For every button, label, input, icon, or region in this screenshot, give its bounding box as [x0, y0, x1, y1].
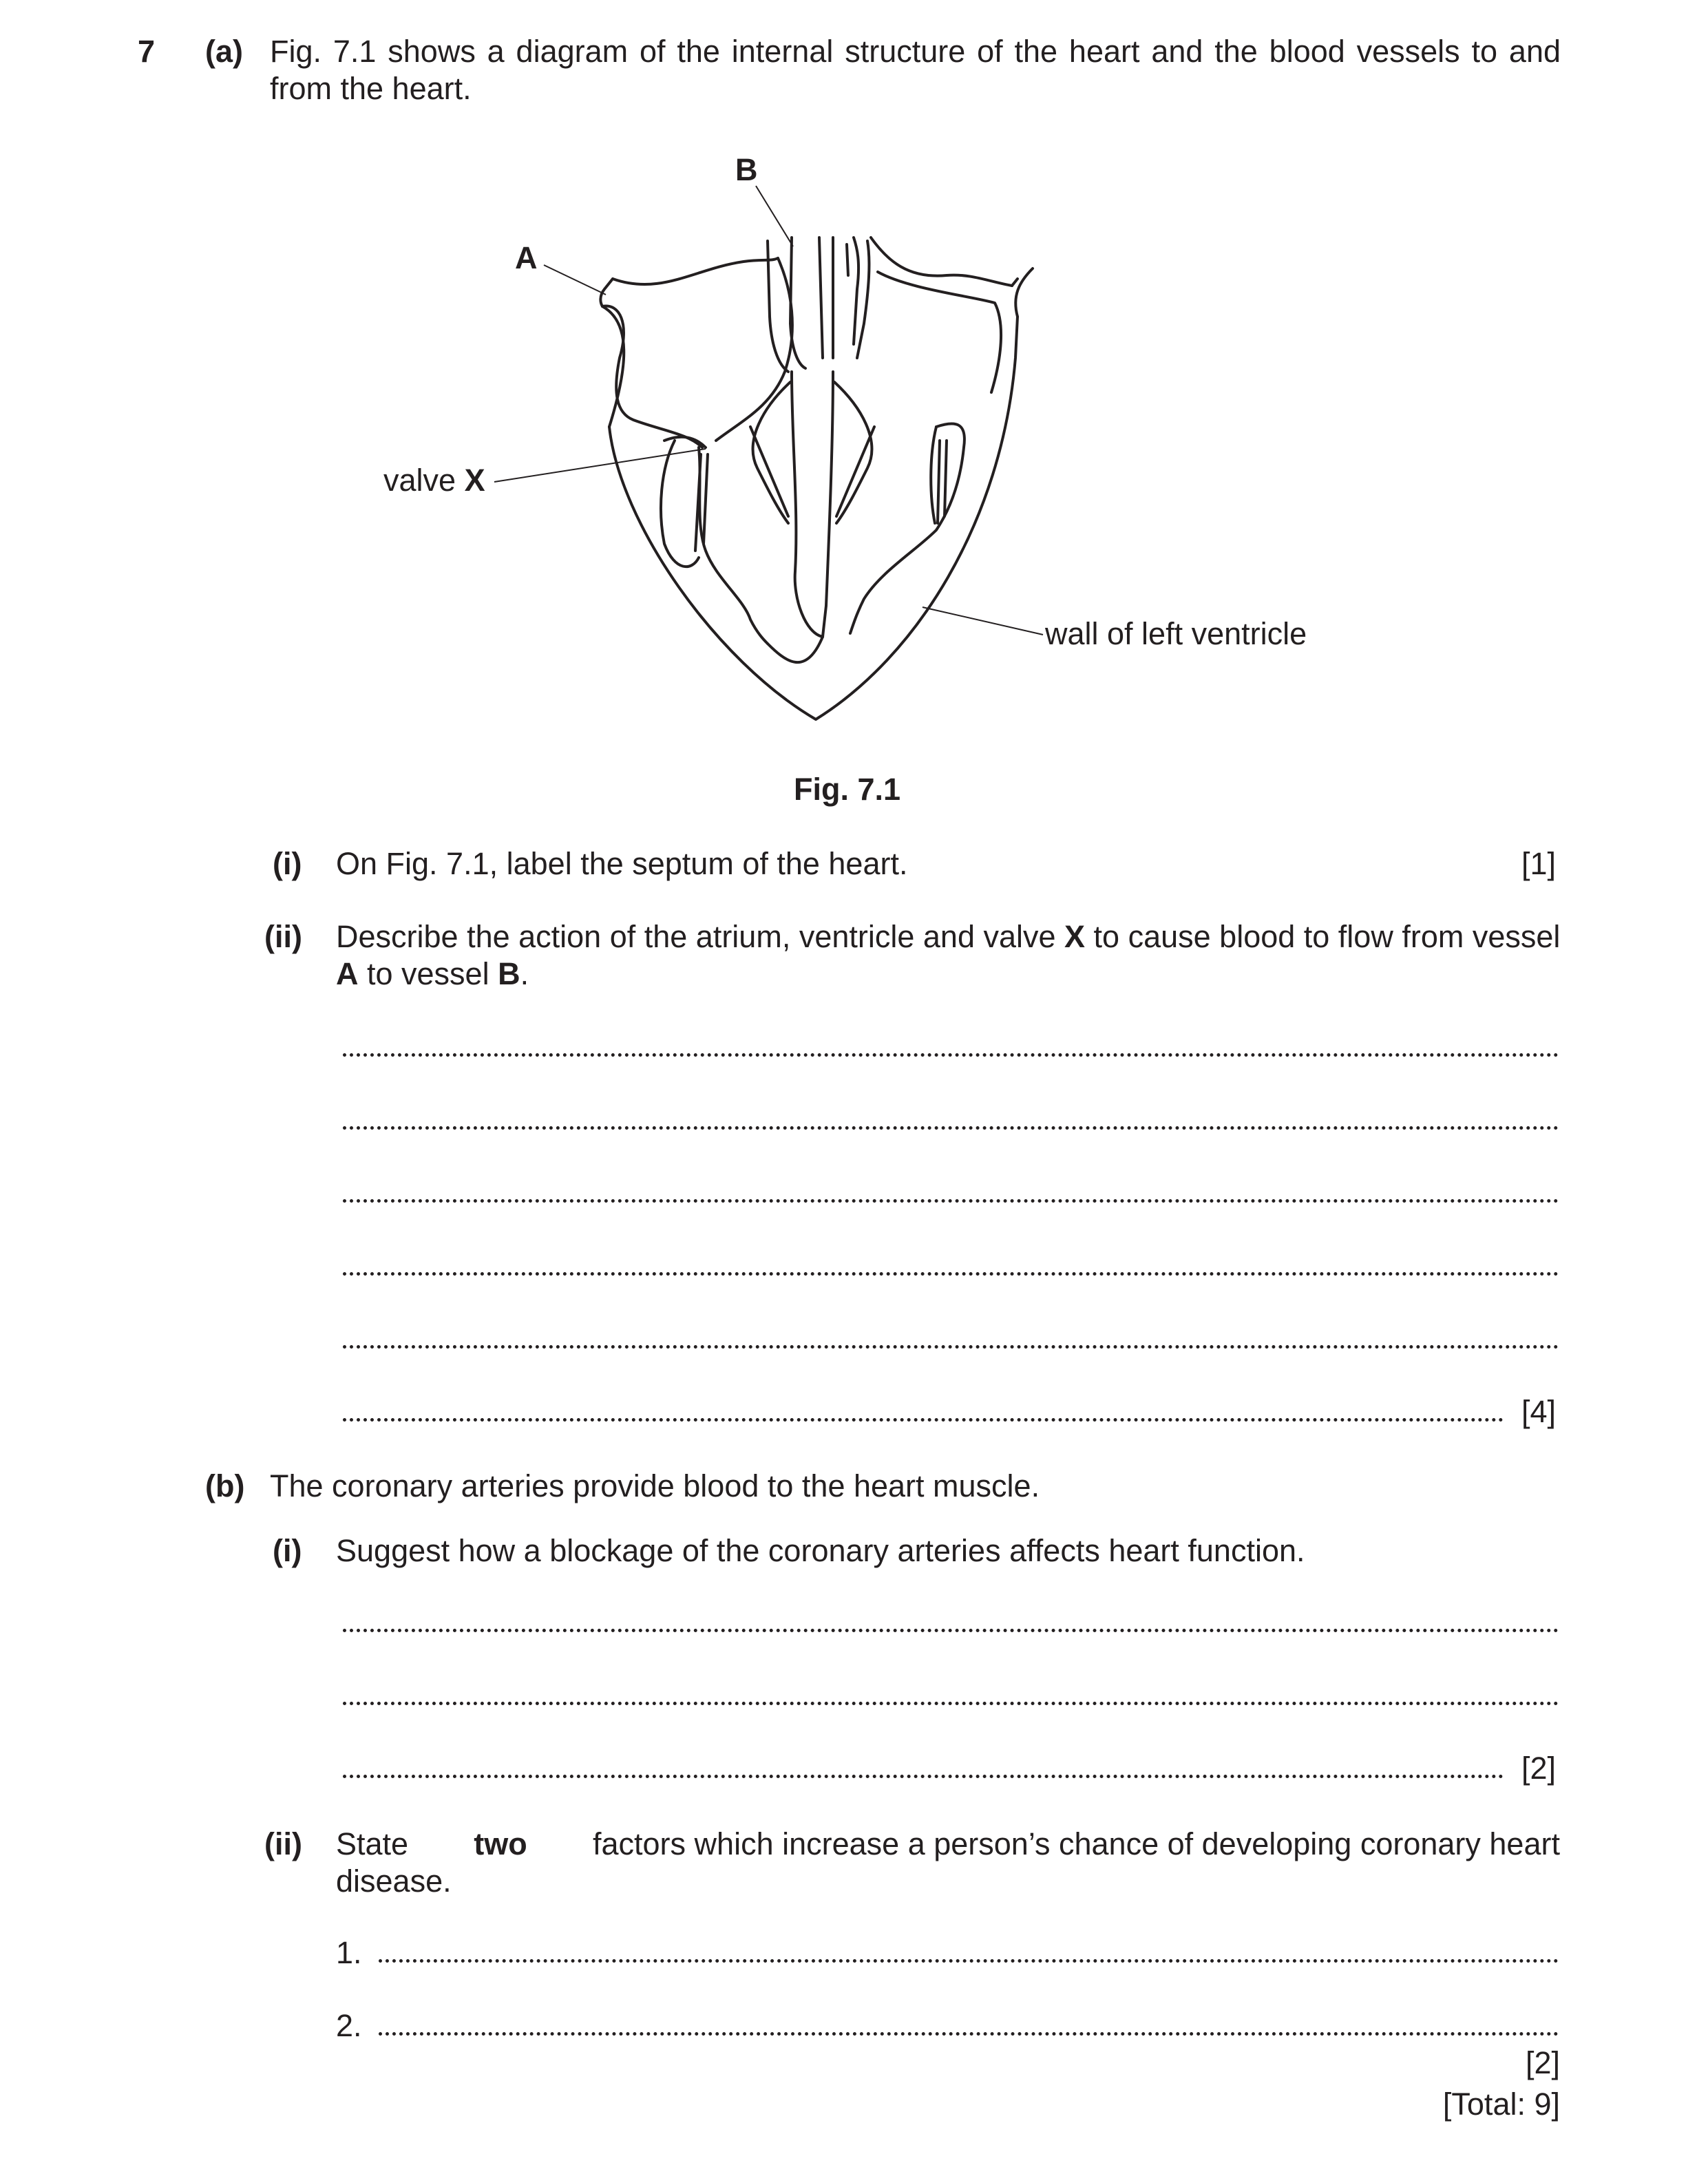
aorta-right-wall	[790, 237, 805, 368]
answer-line-factor-1[interactable]	[379, 1959, 1559, 1963]
question-total: [Total: 9]	[1442, 2087, 1560, 2122]
apex-inner	[768, 637, 823, 662]
part-a-intro-line2: from the heart.	[270, 71, 472, 106]
part-a-ii-text3: to vessel	[358, 956, 498, 991]
artery-branch-2	[854, 237, 858, 344]
part-a-ii-line1	[336, 918, 1560, 955]
answer-line-factor-2[interactable]	[379, 2032, 1559, 2036]
heart-diagram	[358, 138, 1363, 743]
label-a: A	[515, 240, 538, 275]
part-b-i-text: Suggest how a blockage of the coronary arteries affects heart function.	[336, 1533, 1305, 1568]
answer-line-a-ii-5[interactable]	[343, 1345, 1559, 1349]
label-valve	[383, 463, 485, 498]
label-wall-leader	[922, 607, 1043, 635]
pulmonary-left-wall	[819, 237, 823, 358]
right-atrium-chamber	[716, 258, 792, 441]
part-b-i-label: (i)	[273, 1533, 302, 1568]
part-b-ii-bold-two: two	[474, 1826, 527, 1861]
septum-right	[823, 372, 833, 637]
label-wall-left-ventricle: wall of left ventricle	[1045, 616, 1307, 651]
factor-2-number: 2.	[336, 2008, 362, 2043]
part-a-ii-bold-b: B	[498, 956, 520, 991]
semilunar-cusp-left	[753, 382, 790, 523]
part-a-ii-text4: .	[520, 956, 529, 991]
label-valve-leader	[494, 449, 706, 482]
part-b-intro: The coronary arteries provide blood to the heart muscle.	[270, 1468, 1040, 1503]
part-a-ii-bold-x: X	[1064, 919, 1086, 954]
answer-line-a-ii-3[interactable]	[343, 1199, 1559, 1203]
part-b-ii-label: (ii)	[264, 1826, 302, 1861]
part-a-ii-line2	[336, 955, 529, 993]
part-a-ii-label: (ii)	[264, 919, 302, 954]
part-a-i-text: On Fig. 7.1, label the septum of the heart.	[336, 846, 908, 881]
label-valve-letter: X	[464, 463, 485, 498]
label-b-leader	[756, 186, 793, 246]
vessel-a-lower	[602, 306, 702, 447]
left-ventricle-inner	[931, 427, 936, 523]
part-a-ii-bold-a: A	[336, 956, 359, 991]
left-valve-chord-1	[938, 441, 940, 523]
part-a-ii-text1: Describe the action of the atrium, ventricle and valve	[336, 919, 1065, 954]
vessel-a-upper	[613, 258, 778, 284]
left-atrium-curve	[878, 272, 1001, 392]
part-b-ii-line1	[336, 1826, 1560, 1863]
septum-left	[792, 372, 823, 637]
label-a-leader	[544, 265, 606, 295]
part-b-ii-text1: State	[336, 1826, 409, 1861]
valve-x-chord-2	[704, 454, 708, 544]
part-a-ii-marks: [4]	[1521, 1394, 1557, 1429]
right-ventricle-inner	[661, 441, 699, 567]
factor-1-number: 1.	[336, 1935, 362, 1970]
question-number: 7	[138, 34, 156, 69]
answer-line-b-i-2[interactable]	[343, 1702, 1559, 1705]
semilunar-cusp-right-inner	[836, 427, 874, 516]
part-b-label: (b)	[205, 1468, 245, 1503]
part-b-i-marks: [2]	[1521, 1751, 1557, 1786]
semilunar-cusp-right	[834, 382, 872, 523]
part-a-ii-text2: to cause blood to flow from vessel	[1085, 919, 1561, 954]
label-valve-word: valve	[383, 463, 456, 498]
label-b: B	[735, 152, 758, 187]
part-a-intro-line1: Fig. 7.1 shows a diagram of the internal structure of the heart and the blood vessels to and	[270, 34, 1561, 69]
right-ventricle-chamber	[699, 447, 768, 644]
heart-outer-wall	[609, 317, 1018, 719]
left-atrium-outline	[1015, 268, 1033, 317]
answer-line-a-ii-4[interactable]	[343, 1272, 1559, 1276]
part-a-i-label: (i)	[273, 846, 302, 881]
part-b-ii-line2: disease.	[336, 1863, 452, 1899]
answer-line-a-ii-1[interactable]	[343, 1053, 1559, 1057]
part-a-label: (a)	[205, 34, 243, 69]
vessel-right-tip	[1012, 279, 1018, 286]
left-valve-chord-2	[945, 441, 947, 516]
figure-caption: Fig. 7.1	[794, 772, 901, 807]
answer-line-b-i-3[interactable]	[343, 1775, 1504, 1778]
semilunar-cusp-left-inner	[750, 427, 788, 516]
answer-line-a-ii-6[interactable]	[343, 1418, 1504, 1422]
part-b-ii-marks: [2]	[1525, 2045, 1560, 2080]
answer-line-b-i-1[interactable]	[343, 1629, 1559, 1632]
answer-line-a-ii-2[interactable]	[343, 1126, 1559, 1130]
part-a-i-marks: [1]	[1521, 846, 1557, 881]
artery-branch-1	[847, 244, 848, 275]
part-b-ii-text2: factors which increase a person’s chance of developing coronary heart	[593, 1826, 1560, 1861]
